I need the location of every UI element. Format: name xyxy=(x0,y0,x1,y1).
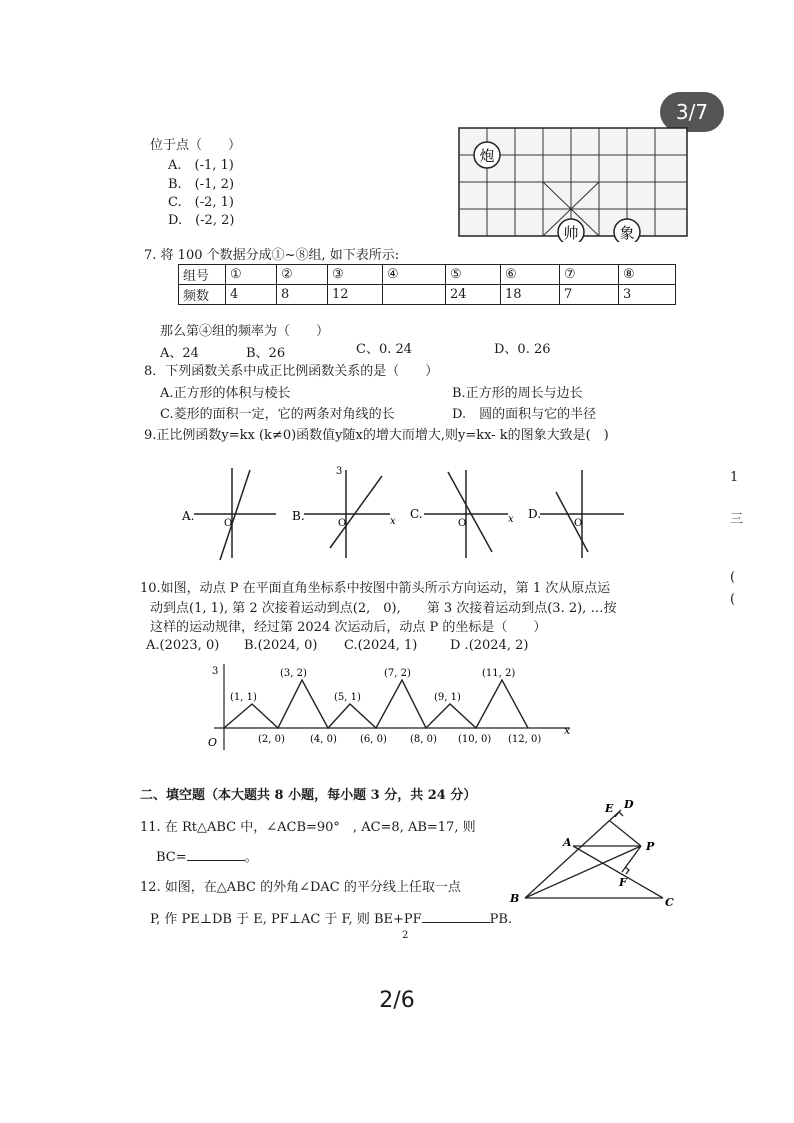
x-axis-label: x xyxy=(508,514,514,525)
q9-stem: 9.正比例函数y=kx (k≠0)函数值y随x的增大而增大,则y=kx- k的图象大致是( ) xyxy=(144,428,609,443)
q12-geometry-figure xyxy=(505,798,690,913)
graph-a-label: A. xyxy=(182,509,195,523)
table-cell: 18 xyxy=(501,285,560,305)
table-cell: ⑦ xyxy=(560,265,619,285)
x-axis-label: x xyxy=(564,724,571,737)
q6-option-b: B. (-1, 2) xyxy=(168,177,235,192)
table-cell: 12 xyxy=(328,285,383,305)
xiang-label: 象 xyxy=(619,224,635,242)
origin-label: O xyxy=(458,518,467,529)
table-cell: 24 xyxy=(446,285,501,305)
q12-answer-blank[interactable] xyxy=(422,910,490,923)
inner-page-number: 2 xyxy=(402,930,409,941)
q9-graph-c xyxy=(408,462,518,562)
shuai-label: 帅 xyxy=(563,224,579,242)
table-cell: ④ xyxy=(383,265,446,285)
table-cell: ⑥ xyxy=(501,265,560,285)
q12-line1: 12. 如图，在△ABC 的外角∠DAC 的平分线上任取一点 xyxy=(140,880,461,895)
table-cell: ③ xyxy=(328,265,383,285)
q12-suffix: PB. xyxy=(489,912,513,927)
y-axis-label: 3 xyxy=(336,466,343,477)
peak-label: (9, 1) xyxy=(434,692,461,703)
q11-answer-blank[interactable] xyxy=(187,848,245,861)
q6-option-c: C. (-2, 1) xyxy=(168,195,234,210)
y-axis-label: 3 xyxy=(212,666,219,677)
section-title: 二、填空题（本大题共 8 小题，每小题 3 分，共 24 分） xyxy=(140,788,477,803)
q8-option-d: D. 圆的面积与它的半径 xyxy=(452,407,597,422)
q11-answer-line xyxy=(156,846,258,865)
peak-label: (5, 1) xyxy=(334,692,361,703)
table-cell: 8 xyxy=(277,285,328,305)
table-cell: 频数 xyxy=(179,285,226,305)
q9-graph-b xyxy=(290,462,400,562)
table-cell: 7 xyxy=(560,285,619,305)
table-row xyxy=(179,285,676,305)
point-c: C xyxy=(665,896,674,909)
q10-path-graph xyxy=(200,660,580,755)
peak-label: (7, 2) xyxy=(384,668,411,679)
base-label: (10, 0) xyxy=(458,734,492,745)
point-e: E xyxy=(605,802,614,815)
q11-prefix: BC= xyxy=(156,850,187,865)
q7-option-a: A、24 xyxy=(160,346,199,361)
q9-graph-a xyxy=(180,462,280,562)
graph-c-label: C. xyxy=(410,507,423,521)
table-cell: 3 xyxy=(619,285,676,305)
graph-b-label: B. xyxy=(292,509,305,523)
q7-option-d: D、0. 26 xyxy=(494,342,551,357)
chess-board-figure xyxy=(455,124,691,242)
q12-answer-line xyxy=(150,908,512,927)
peak-label: (3, 2) xyxy=(280,668,307,679)
point-a: A xyxy=(563,836,572,849)
q10-option-a: A.(2023, 0) xyxy=(146,638,220,653)
table-cell: ⑤ xyxy=(446,265,501,285)
q7-option-c: C、0. 24 xyxy=(356,342,413,357)
x-axis-label: x xyxy=(390,516,396,527)
margin-mark: 1 xyxy=(730,470,739,485)
q7-stem: 7. 将 100 个数据分成①~⑧组, 如下表所示: xyxy=(144,248,400,263)
q8-stem: 8．下列函数关系中成正比例函数关系的是（ ） xyxy=(144,364,439,379)
q7-question: 那么第④组的频率为（ ） xyxy=(160,324,330,339)
q10-line1: 10.如图，动点 P 在平面直角坐标系中按图中箭头所示方向运动，第 1 次从原点运 xyxy=(140,581,611,596)
q11-suffix: 。 xyxy=(244,850,258,865)
margin-mark: ( xyxy=(730,570,736,585)
base-label: (6, 0) xyxy=(360,734,387,745)
q6-option-d: D. (-2, 2) xyxy=(168,213,235,228)
q8-option-c: C.菱形的面积一定，它的两条对角线的长 xyxy=(160,407,395,422)
peak-label: (1, 1) xyxy=(230,692,257,703)
table-cell xyxy=(383,285,446,305)
table-row xyxy=(179,265,676,285)
origin-label: O xyxy=(224,518,233,529)
q8-option-b: B.正方形的周长与边长 xyxy=(452,386,583,401)
q10-line3: 这样的运动规律，经过第 2024 次运动后，动点 P 的坐标是（ ） xyxy=(150,620,547,635)
table-cell: ⑧ xyxy=(619,265,676,285)
q9-graph-d xyxy=(526,462,636,562)
q6-stem: 位于点（ ） xyxy=(150,138,242,153)
peak-label: (11, 2) xyxy=(482,668,516,679)
table-cell: 组号 xyxy=(179,265,226,285)
base-label: (8, 0) xyxy=(410,734,437,745)
base-label: (2, 0) xyxy=(258,734,285,745)
graph-d-label: D. xyxy=(528,507,542,521)
point-f: F xyxy=(619,876,627,889)
base-label: (12, 0) xyxy=(508,734,542,745)
origin-label: O xyxy=(208,736,218,749)
frequency-table xyxy=(178,264,676,305)
point-d: D xyxy=(624,798,634,811)
pao-label: 炮 xyxy=(479,147,495,165)
q12-prefix: P, 作 PE⊥DB 于 E, PF⊥AC 于 F, 则 BE+PF xyxy=(150,912,422,927)
table-cell: ② xyxy=(277,265,328,285)
q8-option-a: A.正方形的体积与棱长 xyxy=(160,386,291,401)
q7-option-b: B、26 xyxy=(246,346,286,361)
base-label: (4, 0) xyxy=(310,734,337,745)
point-b: B xyxy=(510,892,520,905)
margin-mark: ( xyxy=(730,592,736,607)
q6-option-a: A. (-1, 1) xyxy=(168,158,234,173)
q10-option-d: D .(2024, 2) xyxy=(450,638,529,653)
page-badge: 3/7 xyxy=(660,92,724,132)
table-cell: 4 xyxy=(226,285,277,305)
origin-label: O xyxy=(574,518,583,529)
q10-line2: 动到点(1, 1), 第 2 次接着运动到点(2, 0), 第 3 次接着运动到点(3. 2), …按 xyxy=(150,601,617,616)
origin-label: O xyxy=(338,518,347,529)
table-cell: ① xyxy=(226,265,277,285)
q10-option-b: B.(2024, 0) xyxy=(244,638,318,653)
page-footer: 2/6 xyxy=(379,988,415,1013)
q11-line1: 11. 在 Rt△ABC 中，∠ACB=90° , AC=8, AB=17, 则 xyxy=(140,820,476,835)
q10-option-c: C.(2024, 1) xyxy=(344,638,418,653)
point-p: P xyxy=(646,840,655,853)
margin-mark: 三 xyxy=(730,512,744,527)
